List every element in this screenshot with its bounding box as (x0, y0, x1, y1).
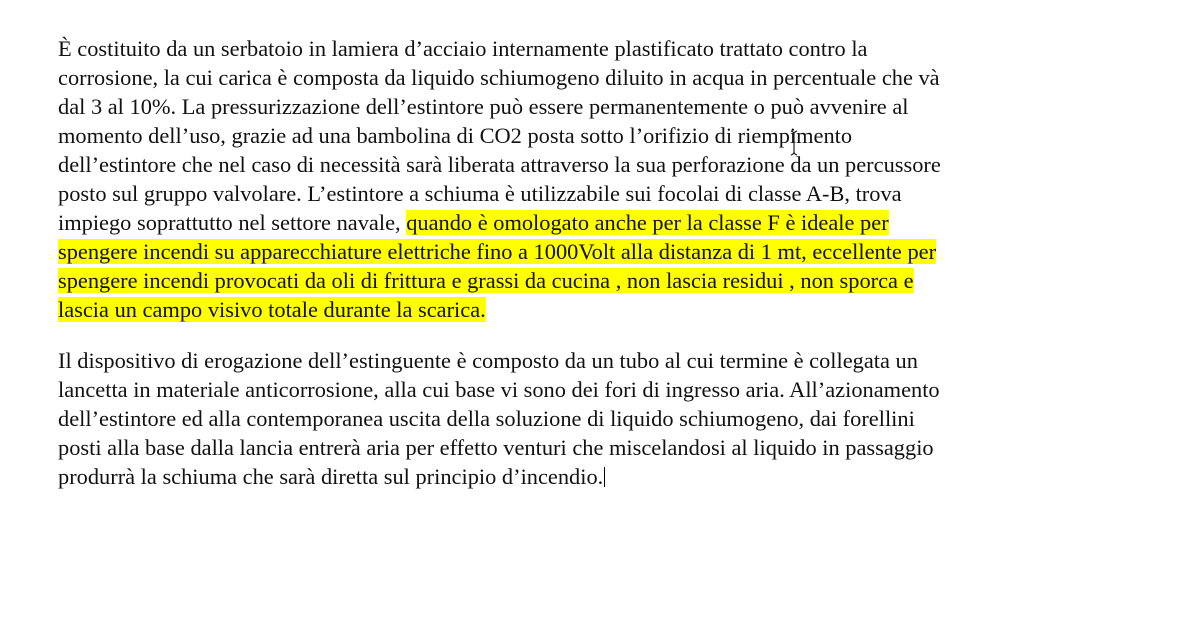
text-line: momento dell’uso, grazie ad una bambolina di CO2 posta sotto l’orifizio di riempimento (58, 123, 853, 148)
highlighted-text: spengere incendi provocati da oli di frittura e grassi da cucina , non lascia residui , non sporca e (58, 268, 914, 293)
text-line: dell’estintore ed alla contemporanea uscita della soluzione di liquido schiumogeno, dai forellini (58, 406, 915, 431)
text-line: posti alla base dalla lancia entrerà aria per effetto venturi che miscelandosi al liquido in passaggio (58, 435, 934, 460)
paragraph-spacing (58, 324, 1148, 346)
text-line: lancetta in materiale anticorrosione, alla cui base vi sono dei fori di ingresso aria. All’azionamento (58, 377, 940, 402)
text-line (58, 295, 1148, 324)
text-line: dell’estintore che nel caso di necessità sarà liberata attraverso la sua perforazione da un percussore (58, 152, 941, 177)
text-line: dal 3 al 10%. La pressurizzazione dell’estintore può essere permanentemente o può avvenire al (58, 94, 909, 119)
highlighted-text: lascia un campo visivo totale durante la scarica. (58, 297, 486, 322)
text-line (58, 237, 1148, 266)
highlighted-text: quando è omologato anche per la classe F è ideale per (406, 210, 889, 235)
text-line: corrosione, la cui carica è composta da liquido schiumogeno diluito in acqua in percentuale che và (58, 65, 940, 90)
document-body[interactable] (58, 34, 1148, 491)
text-line: posto sul gruppo valvolare. L’estintore a schiuma è utilizzabile sui focolai di classe A-B, trova (58, 181, 902, 206)
highlighted-text: spengere incendi su apparecchiature elettriche fino a 1000Volt alla distanza di 1 mt, eccellente per (58, 239, 937, 264)
text-line: Il dispositivo di erogazione dell’estinguente è composto da un tubo al cui termine è collegata un (58, 348, 918, 373)
paragraph-2 (58, 346, 1148, 491)
text-line: È costituito da un serbatoio in lamiera d’acciaio internamente plastificato trattato contro la (58, 36, 868, 61)
text-line: impiego soprattutto nel settore navale, quando è omologato anche per la classe F è ideale per (58, 210, 889, 235)
paragraph-1 (58, 34, 1148, 324)
text-line (58, 266, 1148, 295)
text-line: produrrà la schiuma che sarà diretta sul principio d’incendio. (58, 464, 604, 489)
text-caret (604, 467, 605, 487)
